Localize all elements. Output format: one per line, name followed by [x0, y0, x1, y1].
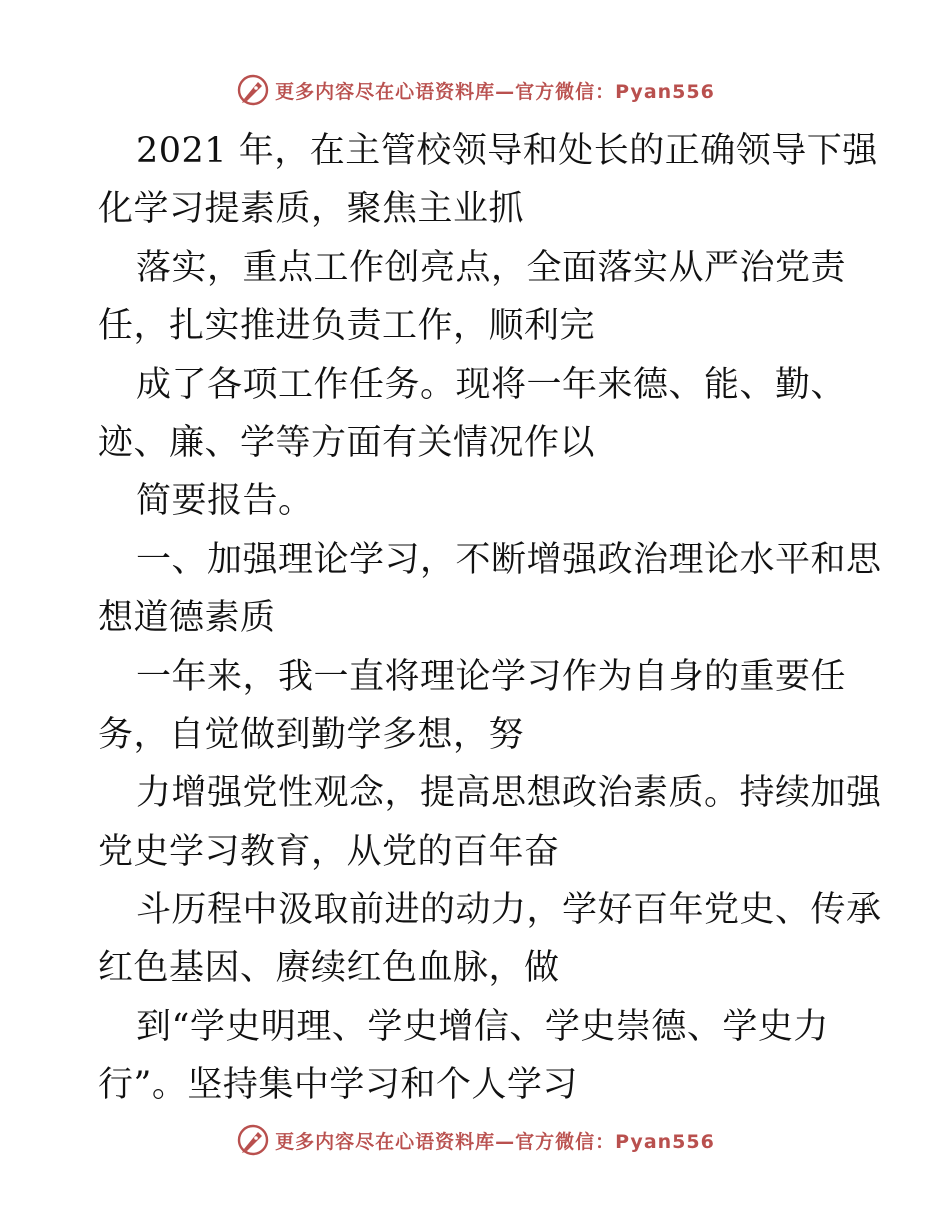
text-line: 化学习提素质，聚焦主业抓 — [98, 189, 525, 230]
text-line: 任，扎实推进负责工作，顺利完 — [98, 306, 596, 347]
watermark-text: 更多内容尽在心语资料库—官方微信：Pyan556 — [275, 80, 715, 103]
text-line: 务，自觉做到勤学多想，努 — [98, 714, 525, 755]
text-line: 党史学习教育，从党的百年奋 — [98, 831, 560, 872]
text-line: 到“学史明理、学史增信、学史崇德、学史力 — [136, 1006, 829, 1047]
section-heading: 一、加强理论学习，不断增强政治理论水平和思 — [136, 539, 882, 580]
section-heading-continued: 想道德素质 — [98, 598, 276, 639]
document-body — [98, 122, 882, 1115]
watermark-text: 更多内容尽在心语资料库—官方微信：Pyan556 — [275, 1130, 715, 1153]
watermark-footer — [0, 1120, 950, 1160]
red-pen-nib-icon — [235, 1122, 271, 1158]
text-line: 力增强党性观念，提高思想政治素质。持续加强 — [136, 773, 882, 814]
text-line: 2021 年，在主管校领导和处长的正确领导下强 — [136, 131, 878, 171]
text-line: 迹、廉、学等方面有关情况作以 — [98, 422, 596, 463]
red-pen-nib-icon — [235, 72, 271, 108]
text-line: 简要报告。 — [136, 481, 314, 522]
text-line: 红色基因、赓续红色血脉，做 — [98, 948, 560, 989]
text-line: 斗历程中汲取前进的动力，学好百年党史、传承 — [136, 890, 882, 931]
text-line: 成了各项工作任务。现将一年来德、能、勤、 — [136, 364, 847, 405]
text-line: 行”。坚持集中学习和个人学习 — [98, 1065, 578, 1106]
text-line: 落实，重点工作创亮点，全面落实从严治党责 — [136, 247, 847, 288]
watermark-header — [0, 70, 950, 110]
text-line: 一年来，我一直将理论学习作为自身的重要任 — [136, 656, 847, 697]
